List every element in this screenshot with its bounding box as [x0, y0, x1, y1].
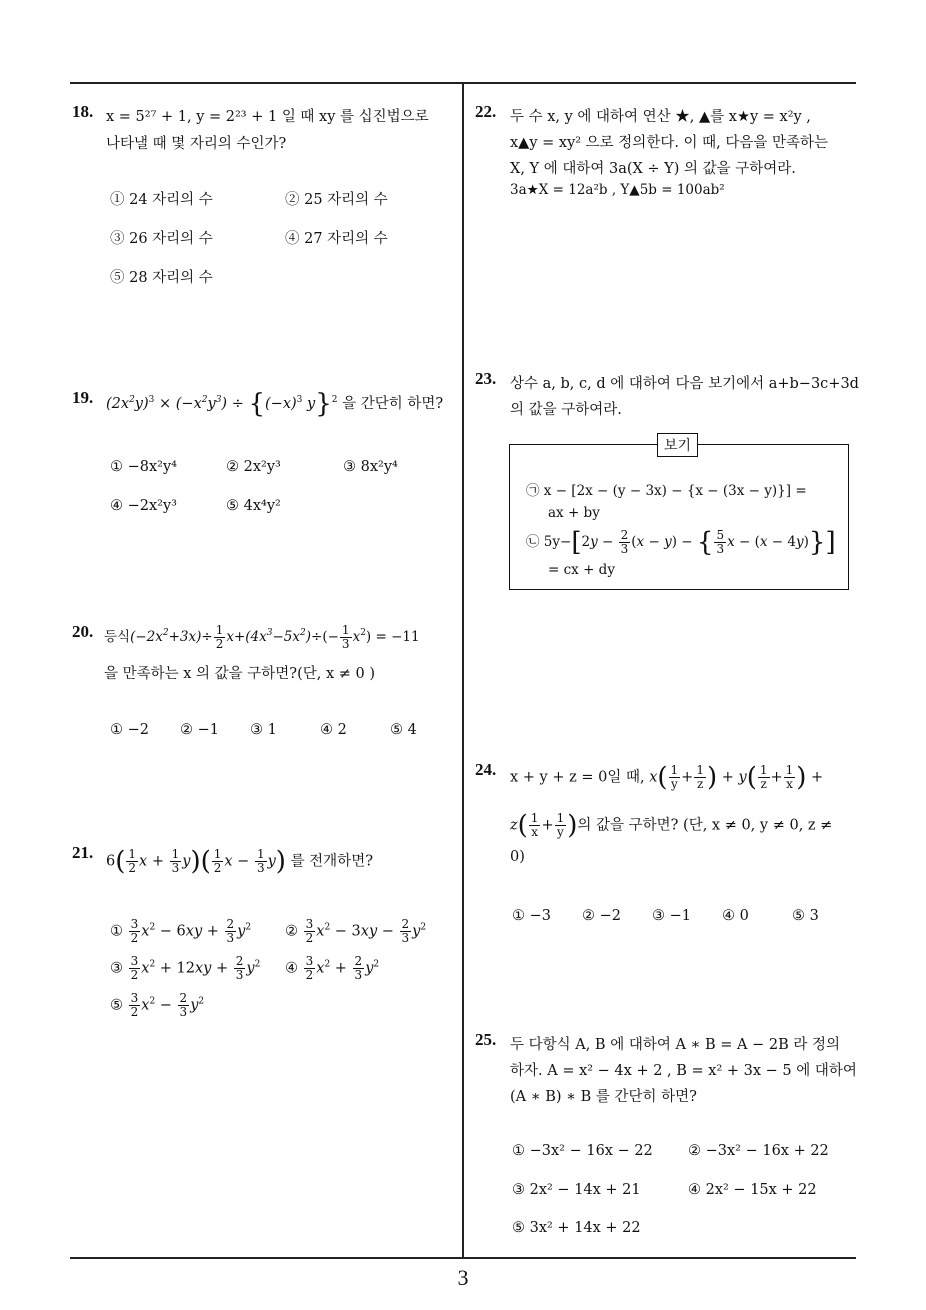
q19-choice-2: ② 2x²y³: [226, 459, 281, 475]
q20-line2: 을 만족하는 x 의 값을 구하면?(단, x ≠ 0 ): [104, 666, 375, 682]
q24-choice-4: ④ 0: [722, 908, 749, 924]
q22-number: 22.: [475, 102, 497, 121]
q20-number: 20.: [72, 622, 94, 641]
q23-line2: 의 값을 구하여라.: [510, 402, 622, 418]
q21-choice-5: ⑤ $\frac{3}{2}$ $x^2$ − $\frac{2}{3}$ $y^2$: [110, 991, 205, 1019]
q19-expression: $(2x^2y)^3 \times (-x^2y^3) \div \{(-x)^3$ y}$^2$ 을 간단히 하면?: [106, 389, 444, 419]
q18-choice-4: ④ 27 자리의 수: [285, 231, 388, 247]
q25-choice-1: ① −3x² − 16x − 22: [512, 1143, 653, 1159]
q23-item1-line2: ax + by: [548, 505, 600, 521]
q20-prefix: 등식: [104, 629, 131, 645]
q24-choice-1: ① −3: [512, 908, 551, 924]
q25-number: 25.: [475, 1030, 497, 1049]
q25-choice-4: ④ 2x² − 15x + 22: [688, 1182, 817, 1198]
q25-line1: 두 다항식 A, B 에 대하여 A ∗ B = A − 2B 라 정의: [510, 1037, 840, 1053]
q23-line1: 상수 a, b, c, d 에 대하여 다음 보기에서 a+b−3c+3d: [510, 376, 859, 392]
q25-line3: (A ∗ B) ∗ B 를 간단히 하면?: [510, 1089, 697, 1105]
q20-choice-3: ③ 1: [250, 722, 277, 738]
page-number: 3: [457, 1265, 469, 1290]
q19-choice-5: ⑤ 4x⁴y²: [226, 498, 281, 514]
q22-line2: x▲y = xy² 으로 정의한다. 이 때, 다음을 만족하는: [510, 135, 829, 151]
q18-choice-2: ② 25 자리의 수: [285, 192, 388, 208]
q20-choice-5: ⑤ 4: [390, 722, 417, 738]
q23-number: 23.: [475, 369, 497, 388]
q24-choice-3: ③ −1: [652, 908, 691, 924]
q24-choice-5: ⑤ 3: [792, 908, 819, 924]
q25-choice-3: ③ 2x² − 14x + 21: [512, 1182, 641, 1198]
q24-line1: x + y + z = 0일 때, x( $\frac{1}{y}$ + $\frac{1}{z}$ ) + y( $\frac{1}{z}$ + $\frac{1}{x}$ ) +: [510, 762, 824, 793]
q18-text-line2: 나타낼 때 몇 자리의 수인가?: [106, 136, 287, 152]
q23-item2-line1: ㉡ 5y−[2y − $\frac{2}{3}$ (x − y) − { $\frac{5}{3}$ x − (x − 4y)}]: [526, 527, 836, 558]
q21-number: 21.: [72, 843, 94, 862]
q19-choice-1: ① −8x²y⁴: [110, 459, 177, 475]
q21-choice-1: ① $\frac{3}{2}$ $x^2 - 6xy$ + $\frac{2}{3}$ $y^2$: [110, 917, 252, 945]
q24-line3: 0): [510, 849, 525, 865]
q22-line3: X, Y 에 대하여 3a(X ÷ Y) 의 값을 구하여라.: [510, 161, 796, 177]
q21-suffix: 를 전개하면?: [290, 853, 373, 870]
q24-number: 24.: [475, 760, 497, 779]
q19-choice-4: ④ −2x²y³: [110, 498, 177, 514]
q20-expression: 등식$(-2x^2+3x)\div$ $\frac{1}{2}$ $x+(4x^3-5x^2)\div(-$ $\frac{1}{3}$ $x^2) = -11$: [104, 623, 420, 651]
q20-choice-4: ④ 2: [320, 722, 347, 738]
q24-choice-2: ② −2: [582, 908, 621, 924]
q18-choice-5: ⑤ 28 자리의 수: [110, 270, 213, 286]
q23-item1-line1: ㉠ x − [2x − (y − 3x) − {x − (3x − y)}] =: [526, 483, 807, 499]
q24-line2: z( $\frac{1}{x}$ + $\frac{1}{y}$ )의 값을 구하면? (단, x ≠ 0, y ≠ 0, z ≠: [510, 810, 833, 841]
q21-choice-2: ② $\frac{3}{2}$ $x^2 - 3xy$ − $\frac{2}{3}$ $y^2$: [285, 917, 427, 945]
q18-choice-1: ① 24 자리의 수: [110, 192, 213, 208]
q21-choice-3: ③ $\frac{3}{2}$ $x^2 + 12xy$ + $\frac{2}{3}$ $y^2$: [110, 954, 261, 982]
q21-choice-4: ④ $\frac{3}{2}$ $x^2$ + $\frac{2}{3}$ $y^2$: [285, 954, 380, 982]
q25-choice-5: ⑤ 3x² + 14x + 22: [512, 1220, 641, 1236]
q22-line1: 두 수 x, y 에 대하여 연산 ★, ▲를 x★y = x²y ,: [510, 109, 811, 125]
q18-number: 18.: [72, 102, 94, 121]
q18-text-line1: x = 5²⁷ + 1, y = 2²³ + 1 일 때 xy 를 십진법으로: [106, 109, 429, 125]
q20-choice-2: ② −1: [180, 722, 219, 738]
q25-line2: 하자. A = x² − 4x + 2 , B = x² + 3x − 5 에 대하여: [510, 1063, 857, 1079]
q22-line4: 3a★X = 12a²b , Y▲5b = 100ab²: [510, 182, 725, 198]
column-divider: [462, 83, 464, 1258]
q19-number: 19.: [72, 388, 94, 407]
q23-box-label: 보기: [657, 433, 698, 457]
q20-rhs: = −11: [375, 629, 420, 645]
q23-item2-line2: = cx + dy: [548, 562, 615, 578]
q25-choice-2: ② −3x² − 16x + 22: [688, 1143, 829, 1159]
q19-choice-3: ③ 8x²y⁴: [343, 459, 398, 475]
q21-expression: 6( $\frac{1}{2}$ x + $\frac{1}{3}$ y)( $\frac{1}{2}$ x − $\frac{1}{3}$ y) 를 전개하면?: [106, 846, 373, 877]
q20-choice-1: ① −2: [110, 722, 149, 738]
q19-suffix: 을 간단히 하면?: [342, 396, 444, 412]
q18-choice-3: ③ 26 자리의 수: [110, 231, 213, 247]
